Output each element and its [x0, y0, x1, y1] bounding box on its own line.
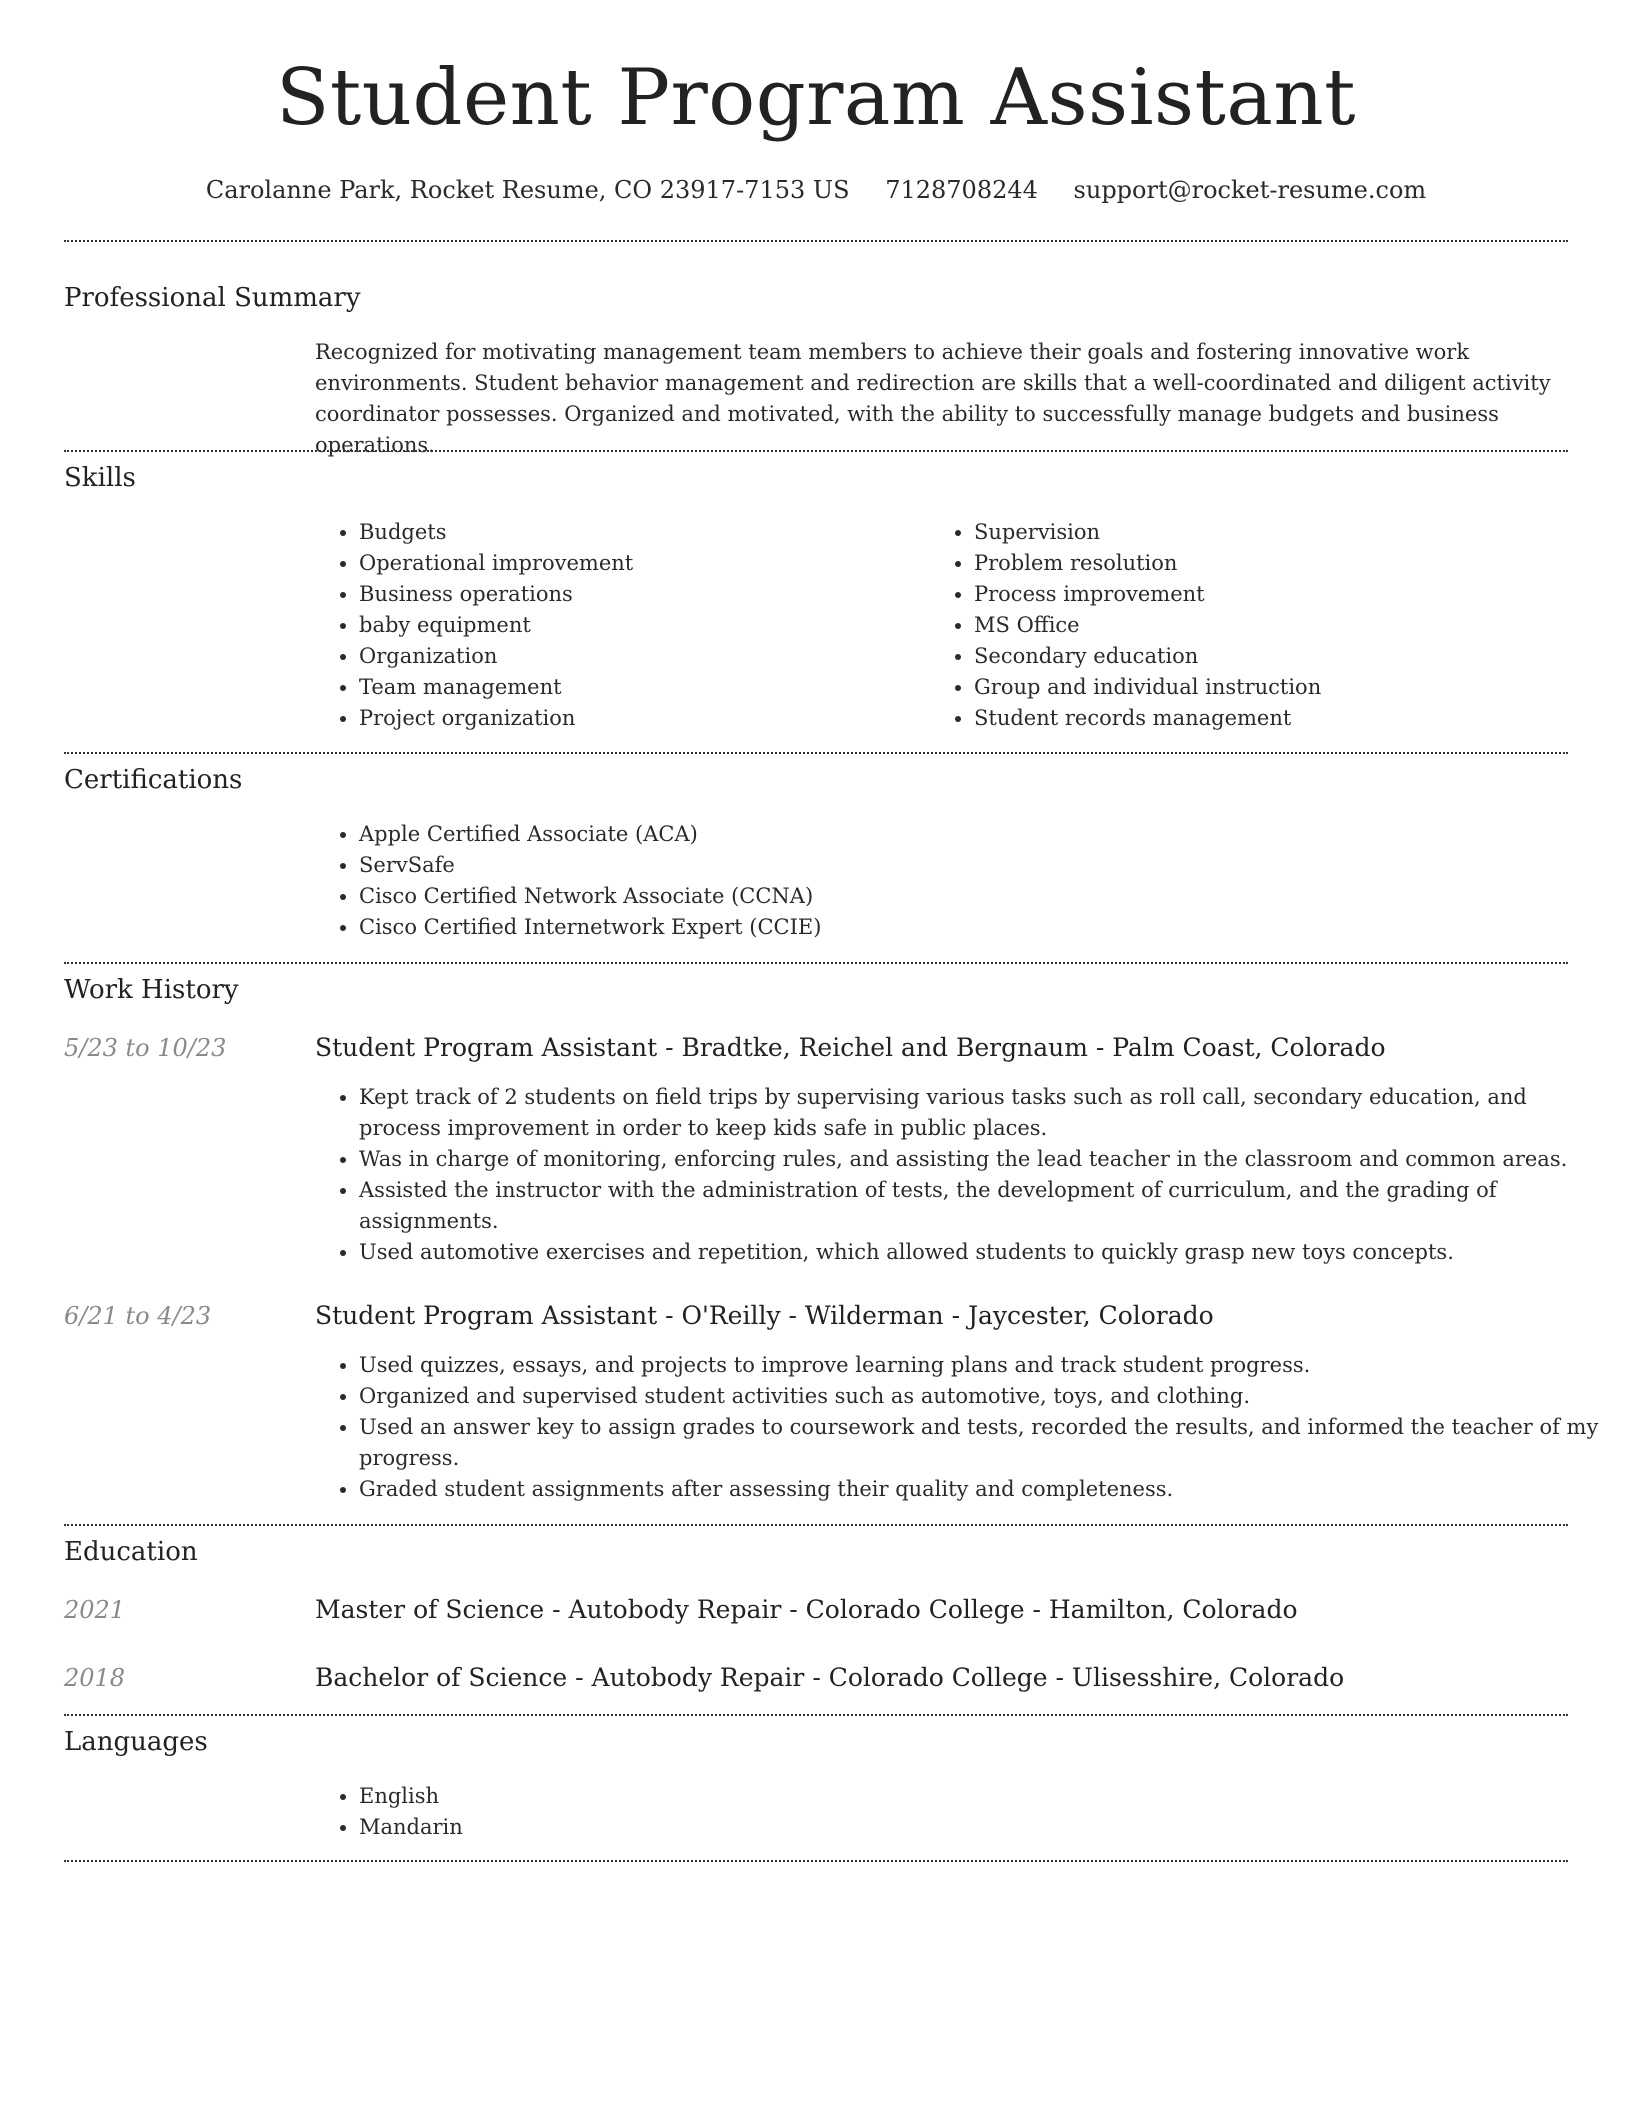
skill-item: • Group and individual instruction	[974, 672, 1574, 703]
education-degree: Bachelor of Science - Autobody Repair - Colorado College - Ulisesshire, Colorado	[315, 1663, 1345, 1692]
job-bullet: • Used automotive exercises and repetition, which allowed students to quickly grasp new toys concepts.	[359, 1237, 1599, 1268]
certification-item: • Cisco Certified Internetwork Expert (CCIE)	[359, 912, 1559, 943]
certification-item: • Cisco Certified Network Associate (CCNA)	[359, 881, 1559, 912]
job-title: Student Program Assistant - O'Reilly - Wilderman - Jaycester, Colorado	[315, 1301, 1214, 1330]
contact-line	[0, 170, 1632, 210]
education-degree: Master of Science - Autobody Repair - Colorado College - Hamilton, Colorado	[315, 1595, 1298, 1624]
skill-item: • Budgets	[359, 517, 919, 548]
section-divider	[64, 450, 1568, 452]
job-dates: 6/21 to 4/23	[64, 1302, 212, 1330]
skill-item: • MS Office	[974, 610, 1574, 641]
skill-item: • Student records management	[974, 703, 1574, 734]
skills-list-left	[315, 517, 919, 734]
section-divider	[64, 1714, 1568, 1716]
summary-heading: Professional Summary	[64, 283, 361, 313]
job-dates: 5/23 to 10/23	[64, 1034, 227, 1062]
skill-item: • Operational improvement	[359, 548, 919, 579]
contact-phone: 7128708244	[885, 176, 1038, 204]
languages-list	[315, 1781, 1159, 1843]
certification-item: • ServSafe	[359, 850, 1559, 881]
job-bullets	[315, 1082, 1599, 1268]
summary-text: Recognized for motivating management team members to achieve their goals and fostering innovative work environments. Student behavior management and redirection are skills that a well-coordinated and diligent activity coordinator possesses. Organized and motivated, with the ability to successfully manage budgets and business operations.	[315, 340, 1551, 457]
section-divider	[64, 752, 1568, 754]
section-divider	[64, 1524, 1568, 1526]
job-bullet: • Organized and supervised student activities such as automotive, toys, and clothing.	[359, 1381, 1599, 1412]
skill-item: • Secondary education	[974, 641, 1574, 672]
job-bullet: • Was in charge of monitoring, enforcing rules, and assisting the lead teacher in the classroom and common areas.	[359, 1144, 1599, 1175]
job-bullets	[315, 1350, 1599, 1505]
skill-item: • Team management	[359, 672, 919, 703]
skill-item: • Project organization	[359, 703, 919, 734]
job-bullet: • Used an answer key to assign grades to coursework and tests, recorded the results, and informed the teacher of my progress.	[359, 1412, 1599, 1474]
job-title: Student Program Assistant - Bradtke, Reichel and Bergnaum - Palm Coast, Colorado	[315, 1033, 1386, 1062]
language-item: • English	[359, 1781, 1159, 1812]
skills-heading: Skills	[64, 463, 136, 493]
certifications-heading: Certifications	[64, 765, 243, 795]
skill-item: • Organization	[359, 641, 919, 672]
education-year: 2021	[64, 1596, 126, 1624]
job-bullet: • Graded student assignments after assessing their quality and completeness.	[359, 1474, 1599, 1505]
language-item: • Mandarin	[359, 1812, 1159, 1843]
skill-item: • Problem resolution	[974, 548, 1574, 579]
job-bullet: • Used quizzes, essays, and projects to improve learning plans and track student progress.	[359, 1350, 1599, 1381]
contact-address: Carolanne Park, Rocket Resume, CO 23917-7153 US	[205, 176, 850, 204]
languages-heading: Languages	[64, 1727, 208, 1757]
skill-item: • baby equipment	[359, 610, 919, 641]
skill-item: • Process improvement	[974, 579, 1574, 610]
contact-email[interactable]: support@rocket-resume.com	[1073, 176, 1427, 204]
skill-item: • Supervision	[974, 517, 1574, 548]
education-heading: Education	[64, 1537, 198, 1567]
job-bullet: • Kept track of 2 students on field trips by supervising various tasks such as roll call, secondary education, and process improvement in order to keep kids safe in public places.	[359, 1082, 1599, 1144]
work-heading: Work History	[64, 975, 239, 1005]
section-divider	[64, 1860, 1568, 1862]
certification-item: • Apple Certified Associate (ACA)	[359, 819, 1559, 850]
education-year: 2018	[64, 1664, 126, 1692]
section-divider	[64, 240, 1568, 242]
job-bullet: • Assisted the instructor with the administration of tests, the development of curriculum, and the grading of assignments.	[359, 1175, 1599, 1237]
skills-list-right	[930, 517, 1574, 734]
certifications-list	[315, 819, 1559, 943]
resume-name: Student Program Assistant	[276, 53, 1356, 143]
skill-item: • Business operations	[359, 579, 919, 610]
section-divider	[64, 962, 1568, 964]
